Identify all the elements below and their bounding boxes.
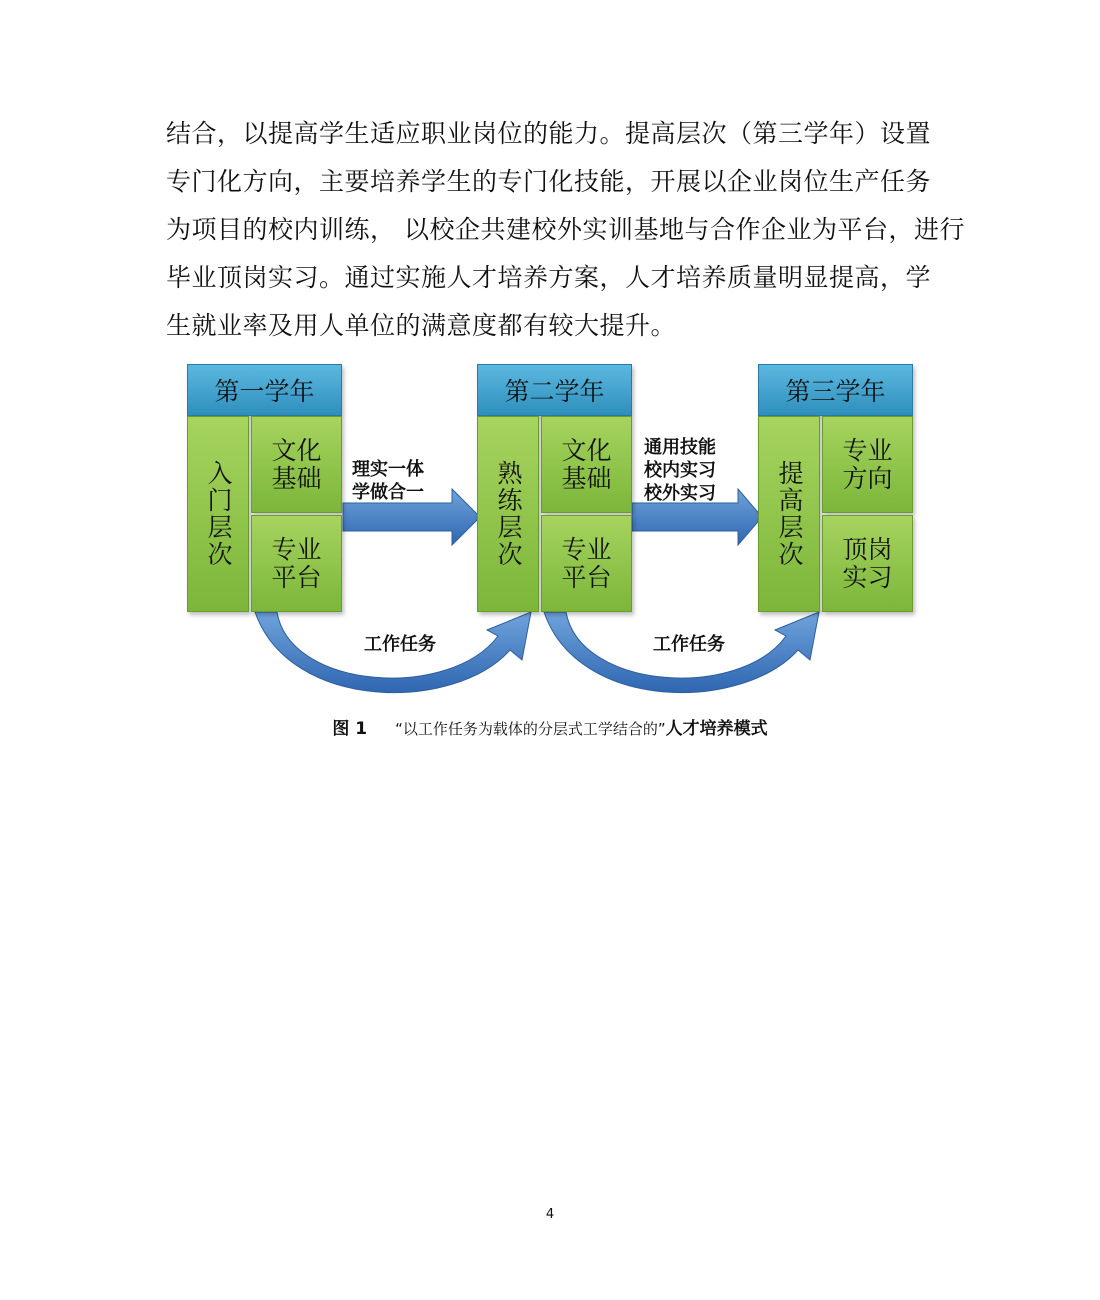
bottom-label-1: 专业平台	[271, 534, 322, 592]
figure-caption	[0, 714, 1100, 739]
arrow-label-1-line: 学做合一	[352, 482, 424, 503]
paragraph-line: 毕业顶岗实习。通过实施人才培养方案，人才培养质量明显提高，学	[166, 263, 932, 292]
level-box-3	[758, 416, 820, 612]
bottom-box-3	[822, 515, 913, 612]
arrow-label-2-line: 校内实习	[644, 460, 716, 481]
year-header-1: 第一学年	[187, 364, 342, 416]
arrow-label-1-line: 理实一体	[352, 459, 424, 480]
level-box-1	[187, 416, 249, 612]
figure-title-tail: 人才培养模式	[665, 719, 768, 739]
top-box-3	[822, 416, 913, 513]
top-label-2: 文化基础	[561, 435, 612, 493]
paragraph-line: 生就业率及用人单位的满意度都有较大提升。	[166, 311, 677, 340]
top-label-1: 文化基础	[271, 435, 322, 493]
top-label-3: 专业方向	[842, 435, 893, 493]
bottom-label-3: 顶岗实习	[842, 534, 893, 592]
paragraph-line: 结合，以提高学生适应职业岗位的能力。提高层次（第三学年）设置	[166, 119, 932, 148]
figure-title-quoted: “以工作任务为载体的分层式工学结合的”	[395, 720, 666, 738]
bottom-box-2	[541, 515, 632, 612]
year-header-2: 第二学年	[477, 364, 632, 416]
curve-label-1: 工作任务	[364, 634, 436, 655]
figure-number: 图 1	[332, 719, 368, 739]
paragraph-line: 专门化方向，主要培养学生的专门化技能，开展以企业岗位生产任务	[166, 167, 932, 196]
arrow-label-2	[644, 436, 716, 505]
level-label-2: 熟练层次	[494, 460, 523, 568]
page-number: 4	[545, 1207, 555, 1222]
top-box-2	[541, 416, 632, 513]
paragraph-line: 为项目的校内训练， 以校企共建校外实训基地与合作企业为平台，进行	[166, 215, 965, 244]
arrow-label-2-line: 校外实习	[644, 483, 716, 504]
level-label-1: 入门层次	[204, 460, 233, 568]
top-box-1	[251, 416, 342, 513]
level-box-2	[477, 416, 539, 612]
year-header-3: 第三学年	[758, 364, 913, 416]
level-label-3: 提高层次	[775, 460, 804, 568]
arrow-label-2-line: 通用技能	[644, 437, 716, 458]
curve-label-2: 工作任务	[653, 634, 725, 655]
arrow-label-1	[352, 458, 424, 504]
bottom-label-2: 专业平台	[561, 534, 612, 592]
bottom-box-1	[251, 515, 342, 612]
